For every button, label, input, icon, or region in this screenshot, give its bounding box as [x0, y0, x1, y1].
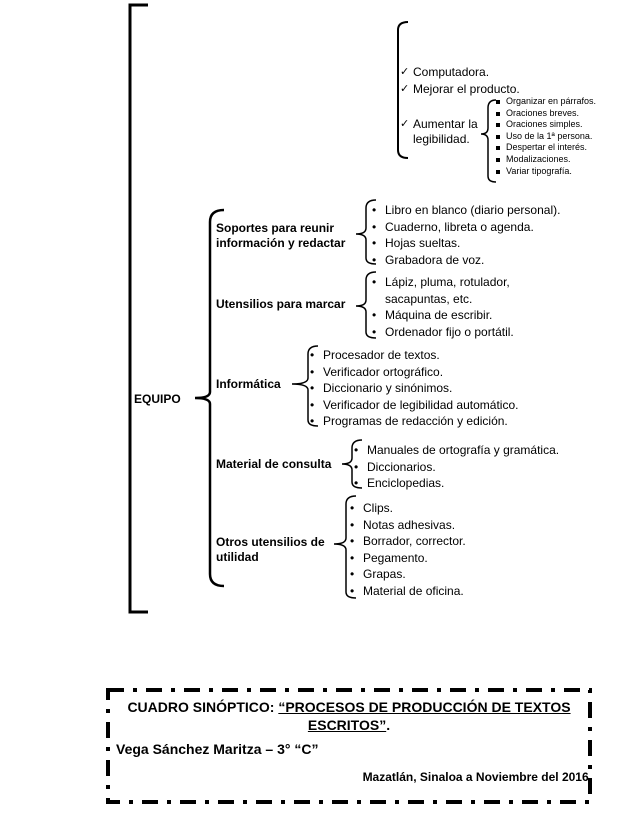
list-item: Oraciones breves. [494, 108, 596, 120]
list-item: • Lápiz, pluma, rotulador, [372, 274, 514, 291]
category-label [216, 377, 281, 392]
list-item: • Clips. [350, 500, 466, 517]
list-item: • Programas de redacción y edición. [310, 413, 518, 430]
category-label-line: Informática [216, 377, 281, 391]
footer-author: Vega Sánchez Maritza – 3° “C” [116, 741, 319, 757]
category-label [216, 535, 325, 565]
list-item: • Diccionario y sinónimos. [310, 380, 518, 397]
category-list [372, 274, 514, 340]
main-bracket [130, 5, 148, 612]
legibility-label-line: legibilidad. [413, 132, 470, 146]
list-item: Organizar en párrafos. [494, 96, 596, 108]
list-item: • Verificador ortográfico. [310, 364, 518, 381]
category-label-line: utilidad [216, 550, 259, 564]
list-item: Modalizaciones. [494, 154, 596, 166]
footer-title-main: “PROCESOS DE PRODUCCIÓN DE TEXTOS ESCRITOS” [278, 699, 571, 733]
list-item: • Diccionarios. [354, 459, 559, 476]
list-item: • Ordenador fijo o portátil. [372, 324, 514, 341]
check-item [400, 117, 478, 147]
footer-title-suffix: . [386, 717, 391, 733]
root-label: EQUIPO [134, 392, 181, 406]
list-item: • Pegamento. [350, 550, 466, 567]
list-item: • Manuales de ortografía y gramática. [354, 442, 559, 459]
list-item: • Cuaderno, libreta o agenda. [372, 219, 560, 236]
category-label-line: Utensilios para marcar [216, 297, 346, 311]
list-item: Despertar el interés. [494, 142, 596, 154]
list-item: Uso de la 1ª persona. [494, 131, 596, 143]
list-item: • Material de oficina. [350, 583, 466, 600]
category-label [216, 297, 345, 312]
category-list [310, 347, 518, 430]
list-item: • Libro en blanco (diario personal). [372, 202, 560, 219]
list-item-continuation: sacapuntas, etc. [385, 291, 473, 306]
check-item: ✓ Computadora. [400, 64, 520, 81]
list-item: • Borrador, corrector. [350, 533, 466, 550]
list-item: • Grapas. [350, 566, 466, 583]
check-item: ✓ Mejorar el producto. [400, 81, 520, 98]
list-item: • Notas adhesivas. [350, 517, 466, 534]
legibility-label-line: Aumentar la [413, 117, 478, 131]
category-list [354, 442, 559, 492]
list-item: • Verificador de legibilidad automático. [310, 397, 518, 414]
legibility-label [400, 117, 478, 147]
footer-place-date: Mazatlán, Sinaloa a Noviembre del 2016. [362, 770, 592, 784]
category-label-line: Otros utensilios de [216, 535, 325, 549]
category-label [216, 457, 331, 472]
category-label [216, 221, 345, 251]
list-item: Oraciones simples. [494, 119, 596, 131]
footer-title-prefix: CUADRO SINÓPTICO: [127, 699, 279, 715]
category-label-line: Material de consulta [216, 457, 332, 471]
category-label-line: información y redactar [216, 236, 346, 250]
top-check-list [400, 64, 520, 97]
category-label-line: Soportes para reunir [216, 221, 335, 235]
footer-title [114, 698, 584, 734]
list-item: • Grabadora de voz. [372, 252, 560, 269]
categories-bracket [195, 210, 224, 586]
legibility-list [494, 96, 596, 177]
list-item: • Máquina de escribir. [372, 307, 514, 324]
list-item: • Procesador de textos. [310, 347, 518, 364]
list-item: Variar tipografía. [494, 166, 596, 178]
list-item: • Hojas sueltas. [372, 235, 560, 252]
category-list [350, 500, 466, 599]
category-list [372, 202, 560, 268]
list-item: • Enciclopedias. [354, 475, 559, 492]
